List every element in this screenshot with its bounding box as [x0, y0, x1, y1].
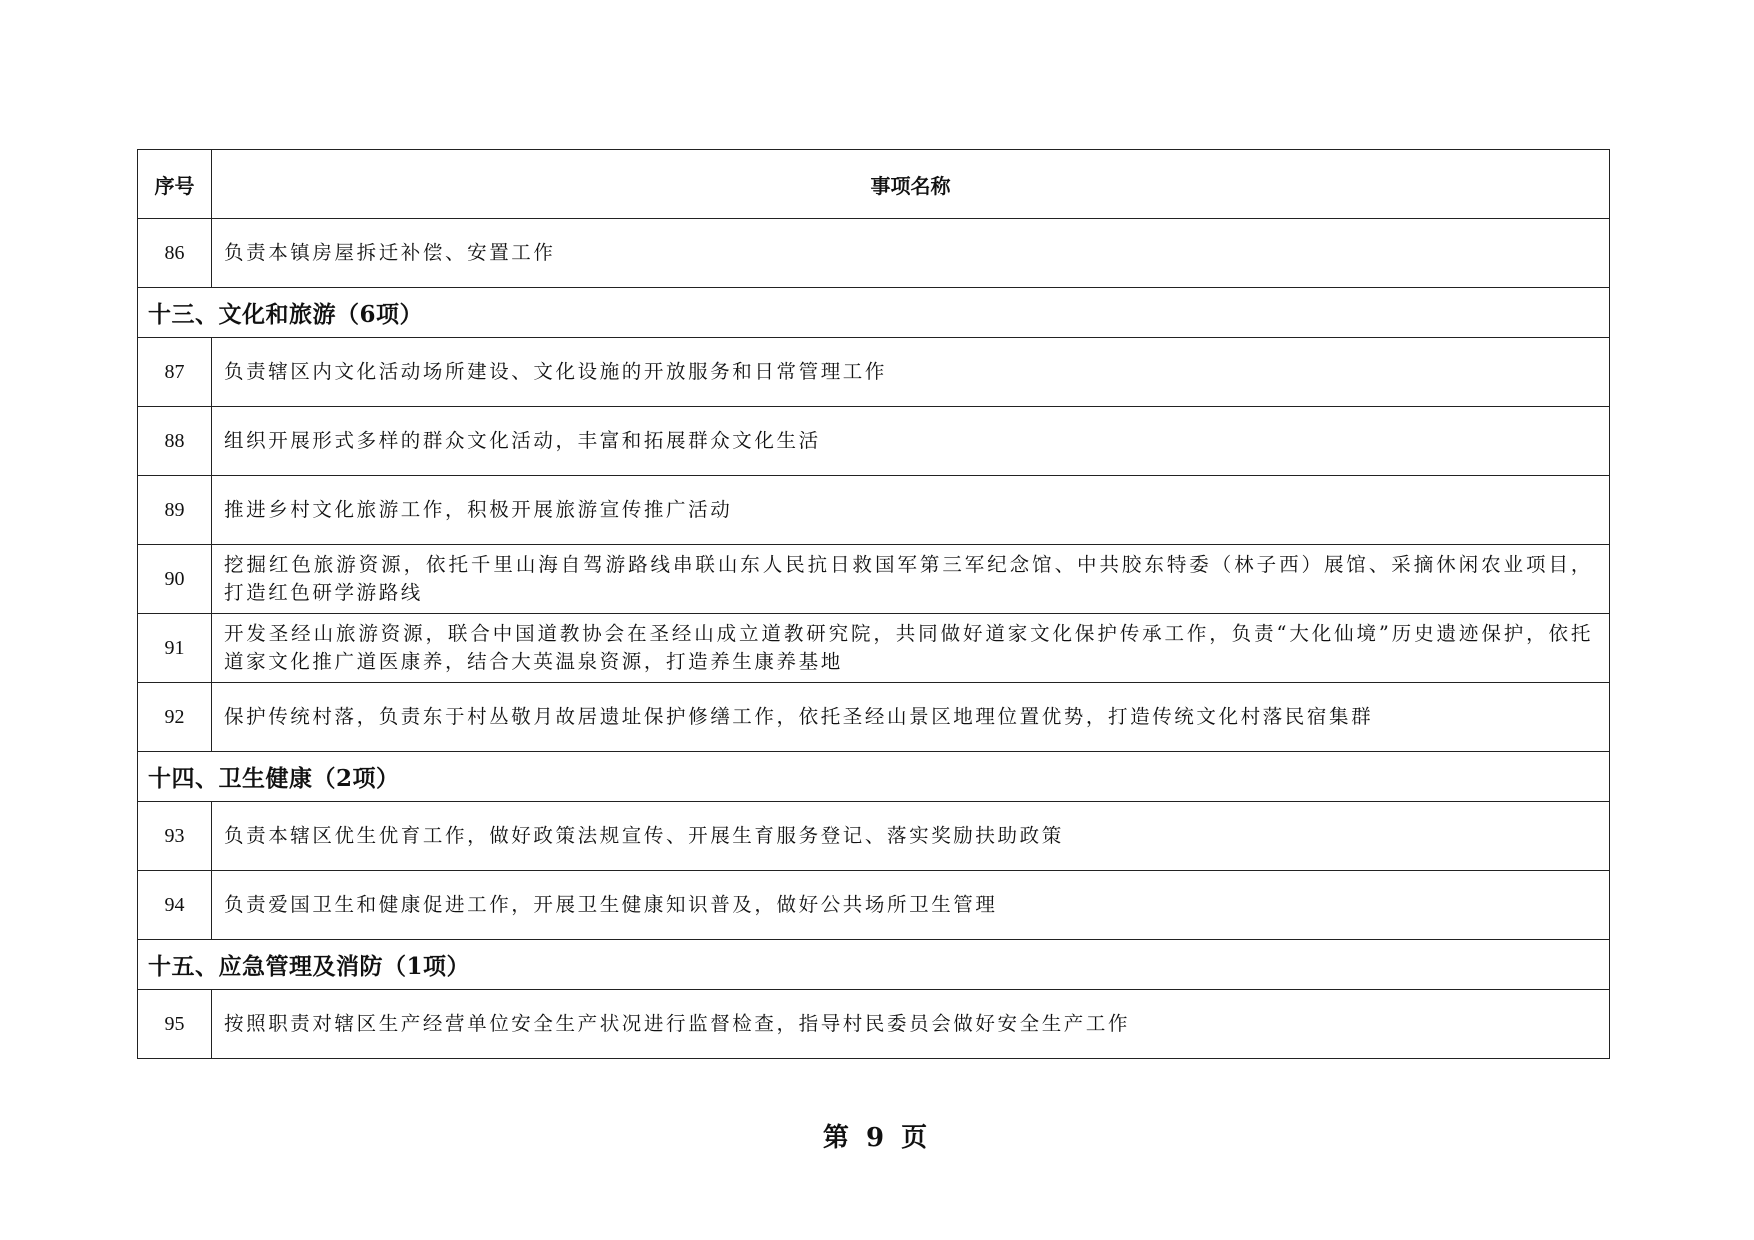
section-heading-row [138, 288, 1610, 338]
section-heading-row [138, 940, 1610, 990]
item-description: 开发圣经山旅游资源，联合中国道教协会在圣经山成立道教研究院，共同做好道家文化保护传承工作，负责“大化仙境”历史遗迹保护，依托道家文化推广道医康养，结合大英温泉资源，打造养生康养基地 [212, 614, 1610, 683]
item-number: 95 [138, 990, 212, 1059]
page-number: 第 9 页 [822, 1123, 932, 1153]
table-row [138, 683, 1610, 752]
table-row [138, 545, 1610, 614]
item-number: 93 [138, 802, 212, 871]
item-description: 组织开展形式多样的群众文化活动，丰富和拓展群众文化生活 [212, 407, 1610, 476]
section-heading: 十三、文化和旅游（6项） [138, 288, 1610, 338]
matters-table [137, 149, 1610, 1059]
item-description: 按照职责对辖区生产经营单位安全生产状况进行监督检查，指导村民委员会做好安全生产工作 [212, 990, 1610, 1059]
table-header-row [138, 150, 1610, 219]
item-description: 保护传统村落，负责东于村丛敬月故居遗址保护修缮工作，依托圣经山景区地理位置优势，打造传统文化村落民宿集群 [212, 683, 1610, 752]
table-row [138, 871, 1610, 940]
table-row [138, 407, 1610, 476]
section-heading-row [138, 752, 1610, 802]
table-body [138, 219, 1610, 1059]
item-description: 负责辖区内文化活动场所建设、文化设施的开放服务和日常管理工作 [212, 338, 1610, 407]
item-number: 90 [138, 545, 212, 614]
item-number: 87 [138, 338, 212, 407]
item-number: 92 [138, 683, 212, 752]
table-row [138, 990, 1610, 1059]
table-row [138, 614, 1610, 683]
table-row [138, 476, 1610, 545]
item-description: 负责本辖区优生优育工作，做好政策法规宣传、开展生育服务登记、落实奖励扶助政策 [212, 802, 1610, 871]
item-number: 88 [138, 407, 212, 476]
table-row [138, 338, 1610, 407]
item-number: 91 [138, 614, 212, 683]
item-description: 挖掘红色旅游资源，依托千里山海自驾游路线串联山东人民抗日救国军第三军纪念馆、中共胶东特委（林子西）展馆、采摘休闲农业项目，打造红色研学游路线 [212, 545, 1610, 614]
item-number: 94 [138, 871, 212, 940]
table-row [138, 802, 1610, 871]
table-row [138, 219, 1610, 288]
item-number: 89 [138, 476, 212, 545]
item-description: 负责爱国卫生和健康促进工作，开展卫生健康知识普及，做好公共场所卫生管理 [212, 871, 1610, 940]
section-heading: 十四、卫生健康（2项） [138, 752, 1610, 802]
item-number: 86 [138, 219, 212, 288]
header-item-name: 事项名称 [212, 150, 1610, 219]
item-description: 负责本镇房屋拆迁补偿、安置工作 [212, 219, 1610, 288]
header-serial-number: 序号 [138, 150, 212, 219]
section-heading: 十五、应急管理及消防（1项） [138, 940, 1610, 990]
item-description: 推进乡村文化旅游工作，积极开展旅游宣传推广活动 [212, 476, 1610, 545]
